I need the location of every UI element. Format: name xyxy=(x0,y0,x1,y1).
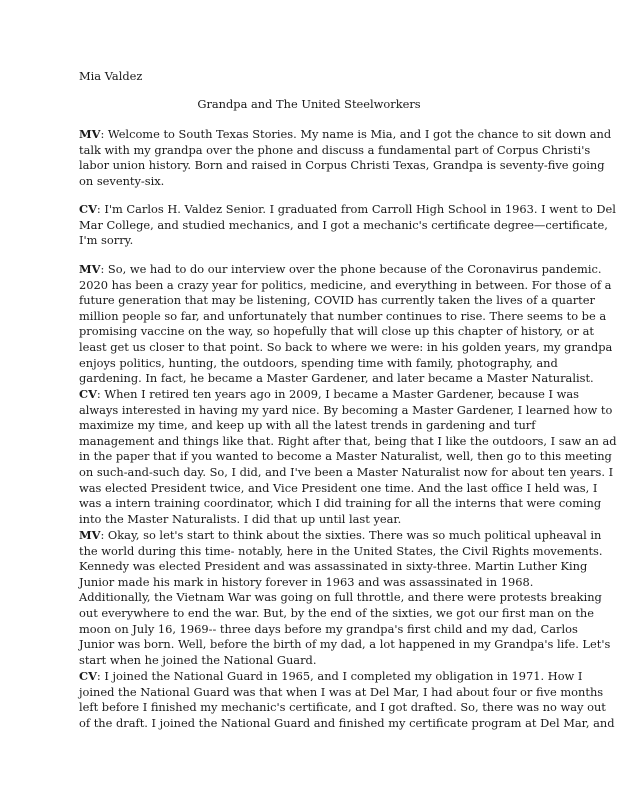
line-text: was a intern training coordinator, which I did training for all the interns that were coming xyxy=(79,496,602,511)
speaker-label: CV xyxy=(79,202,97,216)
line-text: start when he joined the National Guard. xyxy=(79,652,317,667)
speaker-label: MV xyxy=(79,528,101,542)
speaker-label: MV xyxy=(79,127,101,141)
line-text: : When I retired ten years ago in 2009, I became a Master Gardener, because I was xyxy=(96,387,579,401)
transcript-line xyxy=(79,543,603,560)
line-text: left before I finished my mechanic's certificate, and I got drafted. So, there was no way out xyxy=(79,700,606,715)
transcript-line xyxy=(79,653,547,669)
transcript-line xyxy=(79,496,602,512)
transcript-line xyxy=(79,371,594,387)
transcript-line xyxy=(79,605,595,622)
transcript-line xyxy=(79,174,547,190)
transcript-line xyxy=(79,464,614,481)
transcript-line xyxy=(79,262,602,278)
transcript-line xyxy=(79,433,617,450)
transcript-line xyxy=(79,700,606,716)
transcript-line xyxy=(79,590,602,606)
transcript-line xyxy=(79,293,595,309)
transcript-line xyxy=(79,402,613,419)
line-text: in the paper that if you wanted to become a Master Naturalist, well, then go to this meeting xyxy=(79,449,612,464)
line-text: on such-and-such day. So, I did, and I've been a Master Naturalist now for about ten years. I xyxy=(79,464,614,479)
line-text: million people so far, and unfortunately that number continues to rise. There seems to be a xyxy=(79,308,607,323)
transcript-line xyxy=(79,387,579,403)
line-text: was elected President twice, and Vice President one time. And the last office I held was, I xyxy=(79,480,598,495)
line-text: least get us closer to that point. So back to where we were: in his golden years, my grandpa xyxy=(79,339,613,354)
line-text: future generation that may be listening, COVID has currently taken the lives of a quarter xyxy=(79,293,595,308)
transcript-line xyxy=(79,528,602,544)
line-text: Junior made his mark in history forever in 1963 and was assassinated in 1968. xyxy=(79,574,534,589)
line-text: maximize my time, and keep up with all the latest trends in gardening and turf xyxy=(79,418,536,433)
line-text: labor union history. Born and raised in Corpus Christi Texas, Grandpa is seventy-five going xyxy=(79,158,605,173)
line-text: on seventy-six. xyxy=(79,173,165,188)
transcript-line xyxy=(79,512,547,528)
author-name: Mia Valdez xyxy=(79,69,143,83)
line-text: talk with my grandpa over the phone and discuss a fundamental part of Corpus Christi's xyxy=(79,142,591,157)
transcript-line xyxy=(79,418,547,434)
line-text: of the draft. I joined the National Guard and finished my certificate program at Del Mar, and xyxy=(79,715,615,730)
transcript-line xyxy=(79,669,583,685)
transcript-line xyxy=(79,277,612,294)
transcript-line xyxy=(79,217,608,234)
line-text: joined the National Guard was that when I was at Del Mar, I had about four or five months xyxy=(79,684,604,699)
line-text: out everywhere to end the war. But, by the end of the sixties, we got our first man on the xyxy=(79,605,595,620)
line-text: : Okay, so let's start to think about the sixties. There was so much political upheaval in xyxy=(100,528,602,542)
line-text: the world during this time- notably, here in the United States, the Civil Rights movements. xyxy=(79,543,603,558)
line-text: 2020 has been a crazy year for politics, medicine, and everything in between. For those of a xyxy=(79,277,612,292)
line-text: : Welcome to South Texas Stories. My name is Mia, and I got the chance to sit down and xyxy=(100,127,612,141)
line-text: Additionally, the Vietnam War was going on full throttle, and there were protests breaking xyxy=(79,590,602,605)
transcript-line xyxy=(79,637,611,653)
line-text: management and things like that. Right after that, being that I like the outdoors, I saw an ad xyxy=(79,433,617,448)
transcript-paragraph xyxy=(79,127,612,189)
transcript-line xyxy=(79,158,605,174)
transcript-line xyxy=(79,559,588,575)
line-text: into the Master Naturalists. I did that up until last year. xyxy=(79,511,402,526)
transcript-line xyxy=(79,355,558,372)
transcript-line xyxy=(79,127,612,143)
line-text: promising vaccine on the way, so hopefully that will close up this chapter of history, or at xyxy=(79,324,594,339)
line-text: always interested in having my yard nice. By becoming a Master Gardener, I learned how to xyxy=(79,402,613,417)
transcript-line xyxy=(79,233,547,249)
line-text: I'm sorry. xyxy=(79,233,134,248)
line-text: moon on July 16, 1969-- three days before my grandpa's first child and my dad, Carlos xyxy=(79,621,578,636)
speaker-label: CV xyxy=(79,669,97,683)
speaker-label: MV xyxy=(79,262,101,276)
transcript-line xyxy=(79,202,616,218)
line-text: Kennedy was elected President and was assassinated in sixty-three. Martin Luther King xyxy=(79,559,588,574)
transcript-paragraph xyxy=(79,202,616,249)
transcript-line xyxy=(79,684,604,701)
transcript-line xyxy=(79,715,615,732)
transcript-line xyxy=(79,449,612,465)
line-text: Junior was born. Well, before the birth of my dad, a lot happened in my Grandpa's life. Let's xyxy=(79,637,611,652)
line-text: gardening. In fact, he became a Master Gardener, and later became a Master Naturalist. xyxy=(79,371,594,386)
transcript-paragraph xyxy=(79,387,617,527)
transcript-paragraph xyxy=(79,262,613,387)
transcript-line xyxy=(79,324,594,340)
transcript-line xyxy=(79,308,607,325)
transcript-line xyxy=(79,339,613,356)
transcript-line xyxy=(79,575,547,591)
transcript-line xyxy=(79,621,578,638)
speaker-label: CV xyxy=(79,387,97,401)
line-text: Mar College, and studied mechanics, and I got a mechanic's certificate degree—certificate, xyxy=(79,217,608,232)
transcript-paragraph xyxy=(79,669,615,731)
transcript-line xyxy=(79,142,591,159)
line-text: : So, we had to do our interview over the phone because of the Coronavirus pandemic. xyxy=(100,262,602,276)
line-text: : I joined the National Guard in 1965, and I completed my obligation in 1971. How I xyxy=(96,669,583,683)
document-title: Grandpa and The United Steelworkers xyxy=(197,97,421,111)
transcript-paragraph xyxy=(79,528,611,668)
line-text: : I'm Carlos H. Valdez Senior. I graduated from Carroll High School in 1963. I went to Del xyxy=(96,202,616,216)
transcript-line xyxy=(79,480,598,497)
line-text: enjoys politics, hunting, the outdoors, spending time with family, photography, and xyxy=(79,355,558,370)
